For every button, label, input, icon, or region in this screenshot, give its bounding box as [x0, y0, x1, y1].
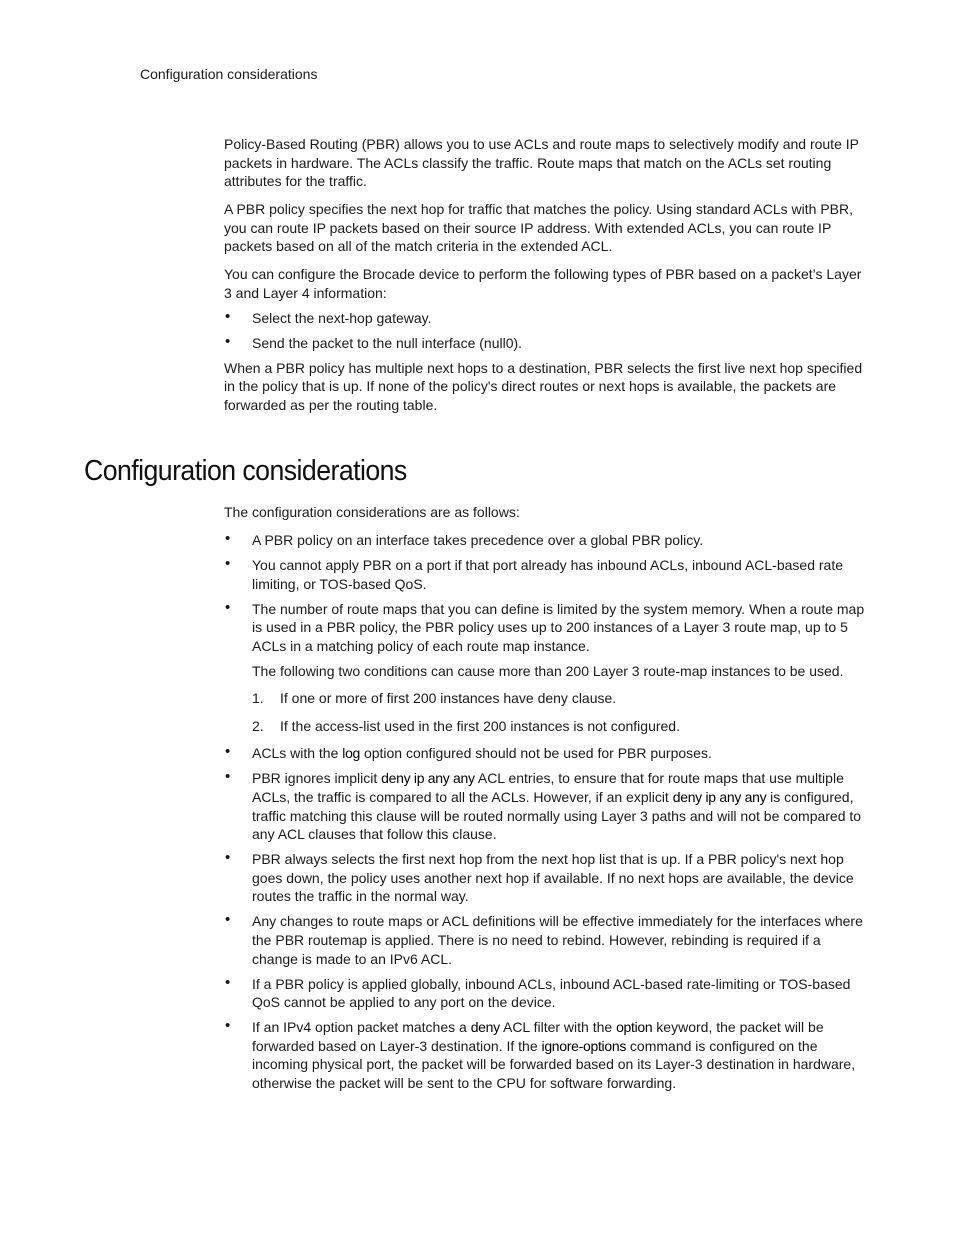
text-run: keyword, the packet will be forwarded based on Layer-3 destination. If the — [252, 1019, 824, 1054]
text-run: ACL entries, to ensure that for route maps that use multiple ACLs, the traffic is compared to all the ACLs. However, if an explicit — [252, 770, 844, 806]
command-keyword: ignore-options — [541, 1037, 627, 1054]
text-run: If an IPv4 option packet matches a — [252, 1019, 471, 1036]
intro-paragraph: When a PBR policy has multiple next hops to a destination, PBR selects the first live next hop specified in the policy that is up. If none of the policy's direct routes or next hops is available, the packets are forwarded as per the routing table. — [224, 359, 863, 413]
list-item — [224, 1018, 868, 1092]
item-text: If the access-list used in the first 200 instances is not configured. — [280, 717, 680, 734]
list-item: • Select the next-hop gateway. — [224, 309, 868, 328]
text-run: ACLs with the — [252, 745, 343, 762]
command-keyword: deny ip any any — [381, 770, 475, 787]
item-number: 2. — [252, 717, 264, 734]
text-run: option configured should not be used for PBR purposes. — [360, 745, 712, 762]
list-item: • If a PBR policy is applied globally, inbound ACLs, inbound ACL-based rate-limiting or TOS-based QoS cannot be applied to any port on the device. — [224, 975, 868, 1012]
text-run: ACL filter with the — [499, 1019, 617, 1036]
sub-paragraph: The following two conditions can cause more than 200 Layer 3 route-map instances to be used. — [252, 662, 844, 679]
command-keyword: option — [616, 1019, 653, 1036]
item-number: 1. — [252, 689, 264, 706]
list-item-text: The number of route maps that you can define is limited by the system memory. When a route map is used in a PBR policy, the PBR policy uses up to 200 instances of a Layer 3 route map, up to 5 ACLs in a matching policy of each route map instance. — [252, 600, 865, 654]
considerations-list — [224, 531, 868, 1093]
command-keyword: deny — [470, 1019, 500, 1036]
list-item: • Any changes to route maps or ACL definitions will be effective immediately for the interfaces where the PBR routemap is applied. There is no need to rebind. However, rebinding is required if a change is made to an IPv6 ACL. — [224, 912, 868, 968]
numbered-item — [252, 717, 868, 736]
text-run: is configured, traffic matching this clause will be routed normally using Layer 3 paths and will not be compared to any ACL clauses that follow this clause. — [252, 789, 862, 843]
intro-paragraph: Policy-Based Routing (PBR) allows you to use ACLs and route maps to selectively modify and route IP packets in hardware. The ACLs classify the traffic. Route maps that match on the ACLs set routing attributes for the traffic. — [224, 136, 859, 190]
intro-paragraph: You can configure the Brocade device to perform the following types of PBR based on a packet’s Layer 3 and Layer 4 information: — [224, 266, 862, 301]
pbr-types-list — [224, 309, 868, 353]
list-item: • You cannot apply PBR on a port if that port already has inbound ACLs, inbound ACL-based rate limiting, or TOS-based QoS. — [224, 556, 868, 593]
numbered-item — [252, 689, 868, 708]
considerations-section — [224, 503, 868, 1099]
section-heading: Configuration considerations — [84, 455, 407, 487]
numbered-list — [252, 689, 868, 736]
running-header: Configuration considerations — [140, 66, 318, 82]
list-item: • Send the packet to the null interface (null0). — [224, 334, 868, 353]
text-run: PBR ignores implicit — [252, 770, 382, 787]
text-run: command is configured on the incoming physical port, the packet will be forwarded based on its Layer-3 destination in hardware, otherwise the packet will be sent to the CPU for software forwarding. — [252, 1037, 856, 1091]
intro-paragraph: A PBR policy specifies the next hop for traffic that matches the policy. Using standard ACLs with PBR, you can route IP packets based on their source IP address. With extended ACLs, you can route IP packets based on all of the match criteria in the extended ACL. — [224, 201, 854, 255]
section-lead: The configuration considerations are as follows: — [224, 504, 520, 520]
list-item — [224, 769, 868, 843]
item-text: If one or more of first 200 instances have deny clause. — [280, 689, 617, 706]
command-keyword: log — [342, 745, 361, 762]
list-item: • PBR always selects the first next hop from the next hop list that is up. If a PBR policy's next hop goes down, the policy uses another next hop if available. If no next hops are available, the device routes the traffic in the normal way. — [224, 850, 868, 906]
command-keyword: deny ip any any — [672, 789, 767, 806]
list-item — [224, 744, 868, 763]
intro-section — [224, 135, 868, 424]
list-item: • A PBR policy on an interface takes precedence over a global PBR policy. — [224, 531, 868, 550]
list-item — [224, 600, 868, 736]
